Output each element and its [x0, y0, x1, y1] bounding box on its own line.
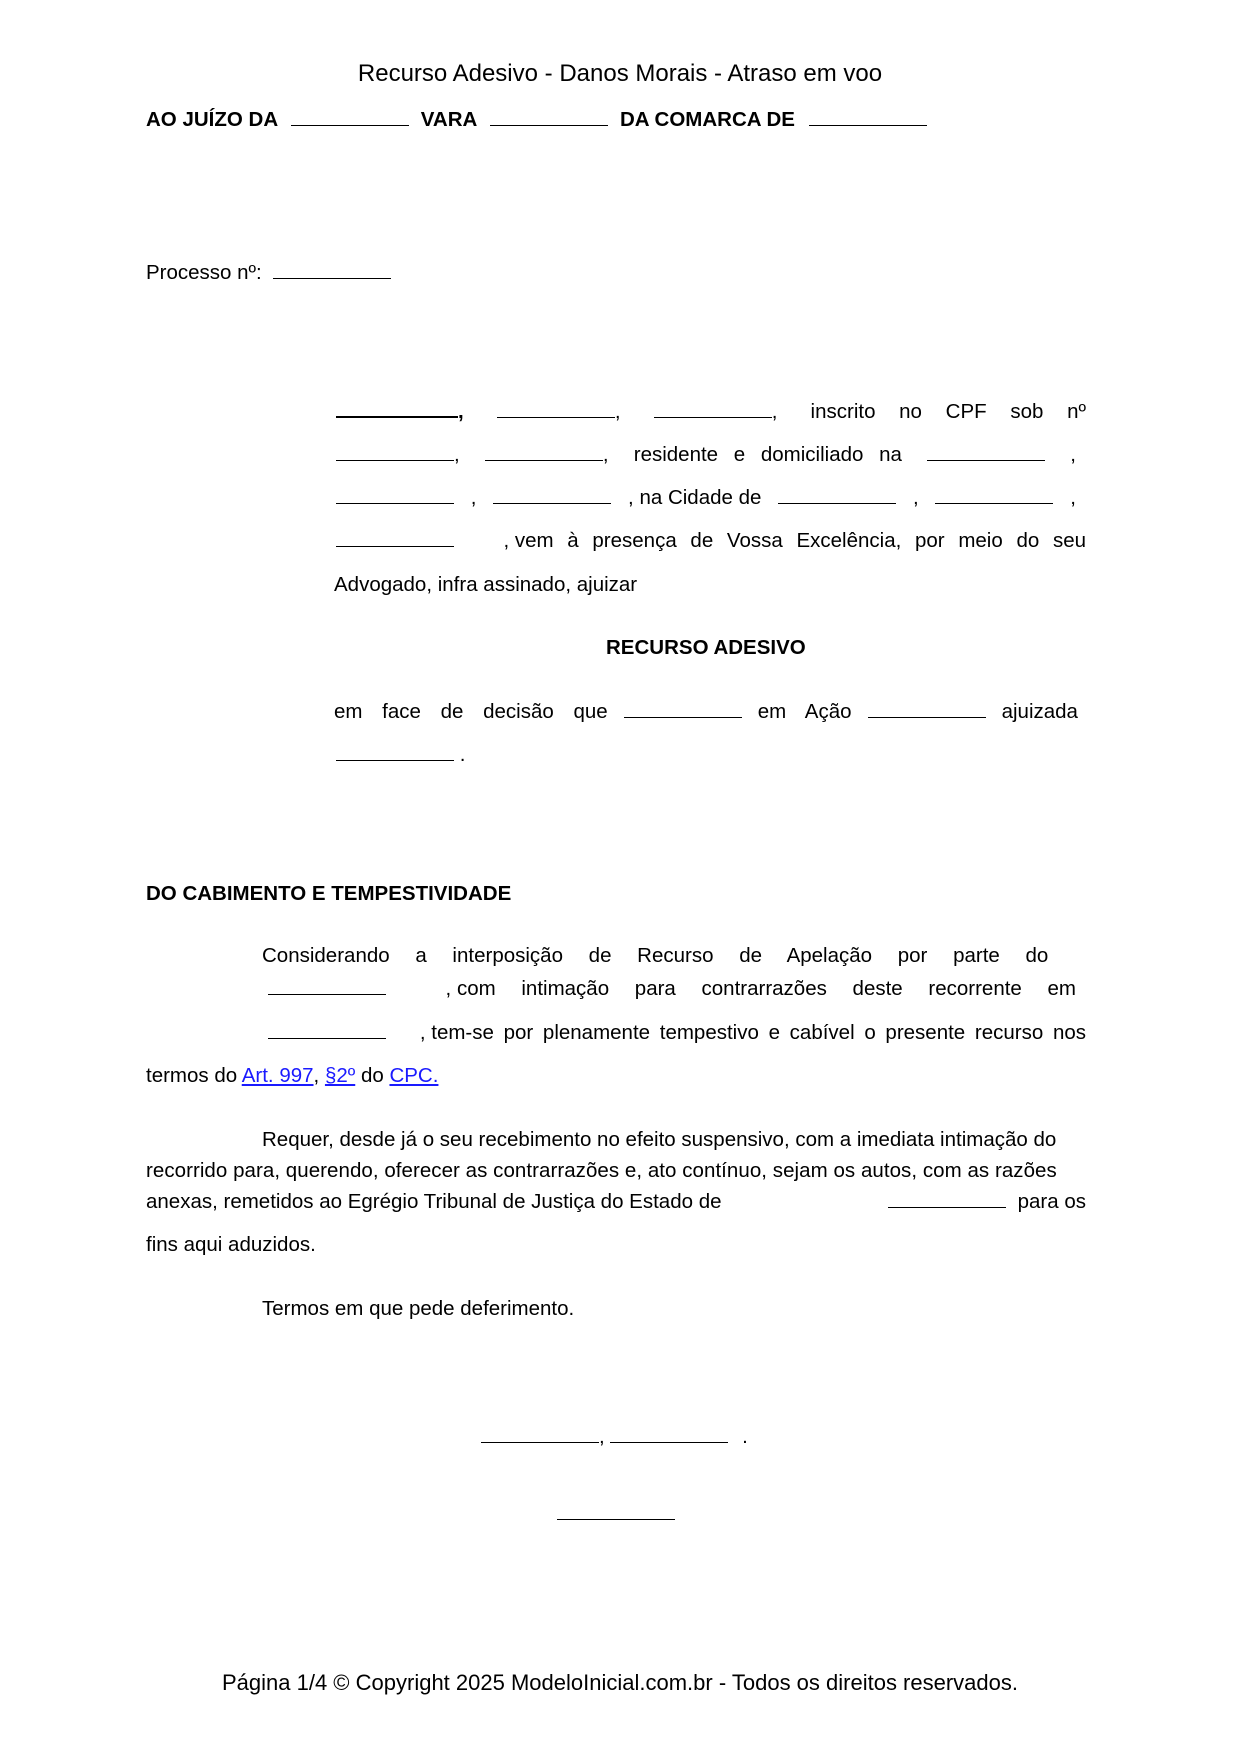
blank-field: [291, 110, 409, 126]
blank-field: [935, 488, 1053, 504]
blank-field: [493, 488, 611, 504]
paragraph-text: tem-se por plenamente tempestivo e cabível o presente recurso nos: [431, 1021, 1086, 1044]
em-face-line: [334, 700, 1078, 724]
blank-field: [273, 263, 391, 279]
qualificacao-text: vem à presença de Vossa Excelência, por meio do seu: [514, 529, 1086, 552]
blank-field: [927, 445, 1045, 461]
qualificacao-text: residente e domiciliado na: [633, 443, 902, 466]
blank-field: [654, 402, 772, 418]
signature-line: [557, 1518, 675, 1520]
blank-field: [268, 1023, 386, 1039]
blank-field: [868, 702, 986, 718]
section1-p2-line-1: Requer, desde já o seu recebimento no efeito suspensivo, com a imediata intimação do: [262, 1128, 1057, 1151]
blank-field: [336, 488, 454, 504]
qualificacao-line-3: , , na Cidade de , ,: [336, 486, 1076, 510]
paragraph-text: anexas, remetidos ao Egrégio Tribunal de Justiça do Estado de: [146, 1190, 722, 1213]
section1-p1-line-4: termos do Art. 997, §2º do CPC.: [146, 1064, 439, 1087]
blank-field: [888, 1192, 1006, 1208]
em-face-text: em face de decisão que: [334, 700, 608, 723]
blank-field: [485, 445, 603, 461]
section1-p1-line-3: , tem-se por plenamente tempestivo e cabível o presente recurso nos: [268, 1021, 1086, 1045]
paragraph-text: para os: [1017, 1190, 1086, 1213]
section1-p1-line-2: , com intimação para contrarrazões deste recorrente em: [268, 977, 1076, 1001]
qualificacao-line-2: , , residente e domiciliado na ,: [336, 443, 1076, 467]
paragraph-text: com intimação para contrarrazões deste recorrente em: [456, 977, 1076, 1000]
blank-field: [268, 979, 386, 995]
link-paragrafo-2[interactable]: §2º: [324, 1064, 356, 1087]
blank-field: [336, 402, 458, 418]
qualificacao-text: na Cidade de: [639, 486, 762, 509]
closing-text: Termos em que pede deferimento.: [262, 1297, 575, 1320]
blank-field: [481, 1427, 599, 1443]
em-face-line-2: .: [336, 743, 465, 767]
section-title: DO CABIMENTO E TEMPESTIVIDADE: [146, 882, 512, 905]
paragraph-text: do: [360, 1064, 384, 1087]
place-date-line: , .: [481, 1425, 748, 1449]
link-cpc[interactable]: CPC.: [389, 1064, 439, 1087]
section1-p2-line-3: [146, 1190, 1086, 1214]
em-face-text: ajuizada: [1001, 700, 1078, 723]
address-comarca: DA COMARCA DE: [619, 108, 795, 131]
section1-p2-line-2: recorrido para, querendo, oferecer as contrarrazões e, ato contínuo, sejam os autos, com as razões: [146, 1159, 1057, 1182]
qualificacao-line-1: , , , inscrito no CPF sob nº: [336, 400, 1086, 424]
document-title: Recurso Adesivo - Danos Morais - Atraso em voo: [357, 60, 883, 87]
qualificacao-line-4: , vem à presença de Vossa Excelência, por meio do seu: [336, 529, 1086, 553]
processo-line: [146, 261, 391, 285]
blank-field: [336, 531, 454, 547]
section1-p1-line-1: [262, 944, 1074, 968]
recurso-title: RECURSO ADESIVO: [606, 636, 806, 659]
qualificacao-line-5: Advogado, infra assinado, ajuizar: [334, 573, 638, 596]
qualificacao-text: inscrito no CPF sob nº: [810, 400, 1086, 423]
address-line: [146, 108, 927, 132]
address-juizo: AO JUÍZO DA: [146, 108, 278, 131]
section1-p2-line-4: fins aqui aduzidos.: [146, 1233, 316, 1256]
link-art-997[interactable]: Art. 997: [241, 1064, 314, 1087]
page-footer: Página 1/4 © Copyright 2025 ModeloInicial.com.br - Todos os direitos reservados.: [222, 1670, 1018, 1695]
blank-field: [624, 702, 742, 718]
blank-field: [497, 402, 615, 418]
blank-field: [336, 745, 454, 761]
em-face-text: em Ação: [757, 700, 852, 723]
blank-field: [809, 110, 927, 126]
blank-field: [778, 488, 896, 504]
blank-field: [610, 1427, 728, 1443]
paragraph-text: Considerando a interposição de Recurso de Apelação por parte do: [262, 944, 1049, 967]
paragraph-text: termos do: [146, 1064, 238, 1087]
processo-label: Processo nº:: [146, 261, 262, 284]
blank-field: [336, 445, 454, 461]
address-vara: VARA: [420, 108, 477, 131]
blank-field: [490, 110, 608, 126]
